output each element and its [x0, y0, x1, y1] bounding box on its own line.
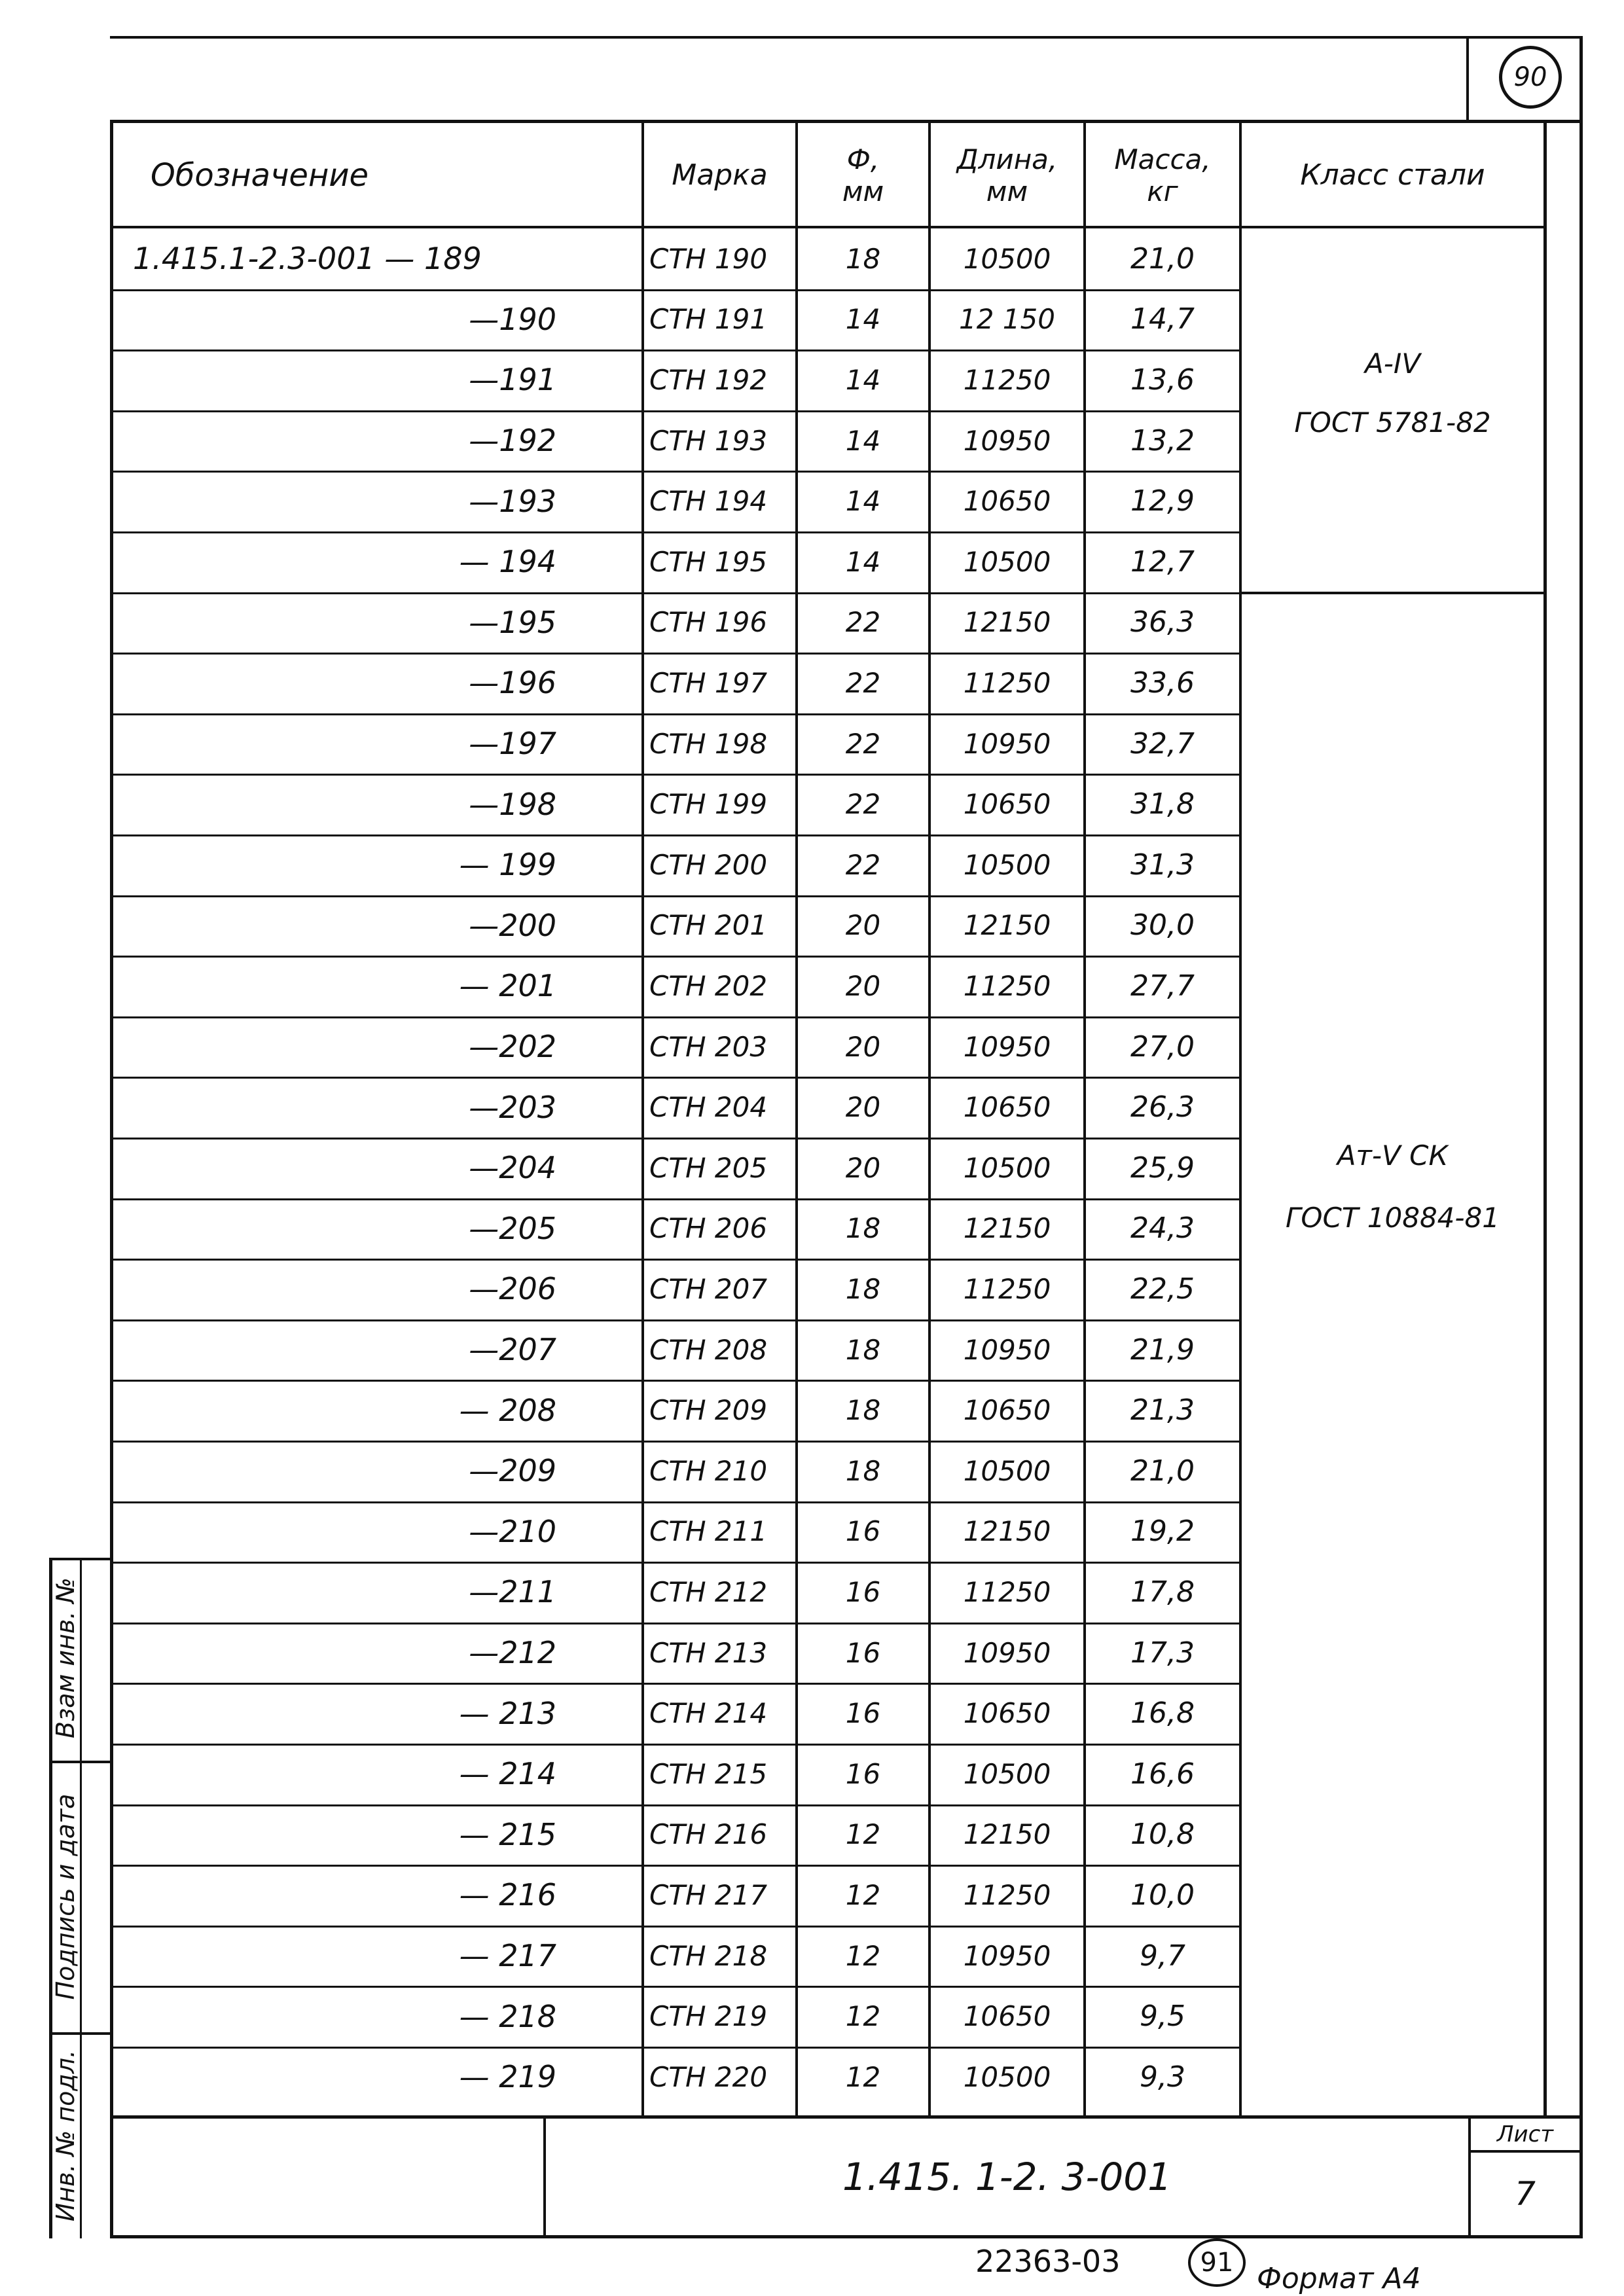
row-20-designation: — 208 — [459, 1392, 556, 1428]
steel-group-2-standard: ГОСТ 10884-81 — [1286, 1201, 1500, 1234]
row-25-designation: — 213 — [459, 1695, 556, 1731]
row-23-mark: СТН 212 — [649, 1575, 768, 1608]
row-26-diameter: 16 — [845, 1757, 881, 1790]
row-7-mark: СТН 196 — [649, 606, 768, 639]
row-9-designation: —197 — [469, 726, 556, 762]
header-designation: Обозначение — [151, 156, 369, 194]
row-31-diameter: 12 — [845, 2060, 881, 2093]
format-label: Формат А4 — [1257, 2262, 1421, 2295]
row-16-length: 10500 — [963, 1151, 1051, 1184]
row-21-mark: СТН 210 — [649, 1454, 768, 1487]
row-28-length: 11250 — [963, 1878, 1051, 1911]
row-24-designation: —212 — [469, 1635, 556, 1671]
row-25-diameter: 16 — [845, 1697, 881, 1730]
row-21-diameter: 18 — [845, 1454, 881, 1487]
row-11-mark: СТН 200 — [649, 848, 768, 881]
row-21-length: 10500 — [963, 1454, 1051, 1487]
row-4-diameter: 14 — [845, 424, 881, 457]
row-15-designation: —203 — [469, 1089, 556, 1125]
row-3-diameter: 14 — [845, 363, 881, 396]
row-2-designation: —190 — [469, 301, 556, 337]
row-27-length: 12150 — [963, 1818, 1051, 1851]
archive-number: 22363-03 — [975, 2244, 1121, 2279]
top-border-line — [110, 36, 1583, 39]
row-30-mass: 9,5 — [1140, 2000, 1185, 2034]
row-14-mark: СТН 203 — [649, 1030, 768, 1063]
frame-top — [110, 120, 1583, 123]
steel-group-1-class: А-IV — [1364, 347, 1420, 380]
row-9-mass: 32,7 — [1130, 726, 1195, 761]
row-7-length: 12150 — [963, 606, 1051, 639]
row-24-mark: СТН 213 — [649, 1636, 768, 1669]
row-9-mark: СТН 198 — [649, 727, 768, 760]
row-3-designation: —191 — [469, 362, 556, 398]
page-number: 90 — [1513, 62, 1547, 92]
row-1-diameter: 18 — [845, 242, 881, 275]
row-31-designation: — 219 — [459, 2059, 556, 2095]
header-diameter: Ф, мм — [842, 143, 884, 207]
row-24-length: 10950 — [963, 1636, 1051, 1669]
row-13-length: 11250 — [963, 969, 1051, 1002]
row-29-diameter: 12 — [845, 1939, 881, 1972]
row-3-length: 11250 — [963, 363, 1051, 396]
row-22-designation: —210 — [469, 1513, 556, 1549]
row-25-length: 10650 — [963, 1697, 1051, 1730]
header-mass: Масса, кг — [1114, 143, 1211, 207]
row-16-designation: —204 — [469, 1150, 556, 1186]
frame-right — [1579, 36, 1583, 2238]
row-11-diameter: 22 — [845, 848, 881, 881]
row-20-mass: 21,3 — [1130, 1393, 1195, 1427]
row-30-mark: СТН 219 — [649, 2000, 768, 2033]
row-25-mass: 16,8 — [1130, 1696, 1195, 1731]
row-13-mass: 27,7 — [1130, 969, 1195, 1003]
row-12-mark: СТН 201 — [649, 909, 768, 942]
steel-group-divider — [1239, 592, 1547, 594]
row-5-designation: —193 — [469, 483, 556, 519]
row-12-length: 12150 — [963, 909, 1051, 942]
row-26-mark: СТН 215 — [649, 1757, 768, 1790]
row-17-mark: СТН 206 — [649, 1212, 768, 1245]
row-10-length: 10650 — [963, 788, 1051, 821]
row-11-length: 10500 — [963, 848, 1051, 881]
row-14-mass: 27,0 — [1130, 1030, 1195, 1064]
row-26-length: 10500 — [963, 1757, 1051, 1790]
row-23-diameter: 16 — [845, 1575, 881, 1608]
row-24-mass: 17,3 — [1130, 1636, 1195, 1670]
row-7-diameter: 22 — [845, 606, 881, 639]
row-13-designation: — 201 — [459, 968, 556, 1004]
row-21-designation: —209 — [469, 1453, 556, 1489]
row-27-designation: — 215 — [459, 1816, 556, 1852]
row-1-length: 10500 — [963, 242, 1051, 275]
row-16-mass: 25,9 — [1130, 1151, 1195, 1185]
row-27-mark: СТН 216 — [649, 1818, 768, 1851]
row-5-mass: 12,9 — [1130, 484, 1195, 518]
row-15-length: 10650 — [963, 1091, 1051, 1124]
row-17-diameter: 18 — [845, 1212, 881, 1245]
stamp-signature-date: Подпись и дата — [51, 1793, 80, 2000]
header-length: Длина, мм — [956, 143, 1058, 207]
row-1-mass: 21,0 — [1130, 242, 1195, 276]
row-3-mark: СТН 192 — [649, 363, 768, 396]
archive-page-circle — [1188, 2238, 1246, 2287]
row-22-mark: СТН 211 — [649, 1515, 768, 1548]
row-8-length: 11250 — [963, 666, 1051, 699]
stamp-original-inv: Инв. № подл. — [51, 2049, 80, 2222]
row-10-mass: 31,8 — [1130, 787, 1195, 821]
row-30-diameter: 12 — [845, 2000, 881, 2033]
row-1-mark: СТН 190 — [649, 242, 768, 275]
row-20-diameter: 18 — [845, 1394, 881, 1427]
row-29-mass: 9,7 — [1140, 1939, 1185, 1973]
row-18-diameter: 18 — [845, 1272, 881, 1305]
archive-page: 91 — [1200, 2248, 1234, 2278]
row-25-mark: СТН 214 — [649, 1697, 768, 1730]
row-4-mark: СТН 193 — [649, 424, 768, 457]
row-28-designation: — 216 — [459, 1877, 556, 1913]
row-31-mark: СТН 220 — [649, 2060, 768, 2093]
row-14-diameter: 20 — [845, 1030, 881, 1063]
row-29-length: 10950 — [963, 1939, 1051, 1972]
row-30-length: 10650 — [963, 2000, 1051, 2033]
row-11-designation: — 199 — [459, 847, 556, 883]
row-31-mass: 9,3 — [1140, 2060, 1185, 2094]
row-6-mark: СТН 195 — [649, 545, 768, 578]
row-27-mass: 10,8 — [1130, 1818, 1195, 1852]
row-9-diameter: 22 — [845, 727, 881, 760]
row-23-length: 11250 — [963, 1575, 1051, 1608]
row-8-diameter: 22 — [845, 666, 881, 699]
row-20-length: 10650 — [963, 1394, 1051, 1427]
row-17-designation: —205 — [469, 1210, 556, 1246]
row-14-length: 10950 — [963, 1030, 1051, 1063]
row-2-mark: СТН 191 — [649, 303, 768, 336]
row-19-diameter: 18 — [845, 1333, 881, 1366]
row-18-mass: 22,5 — [1130, 1272, 1195, 1306]
steel-group-2-class: Ат-V СК — [1337, 1139, 1449, 1172]
row-18-designation: —206 — [469, 1271, 556, 1307]
row-23-designation: —211 — [469, 1574, 556, 1610]
row-22-diameter: 16 — [845, 1515, 881, 1548]
sheet-label: Лист — [1496, 2121, 1554, 2147]
row-18-length: 11250 — [963, 1272, 1051, 1305]
row-10-mark: СТН 199 — [649, 788, 768, 821]
row-6-diameter: 14 — [845, 545, 881, 578]
row-31-length: 10500 — [963, 2060, 1051, 2093]
row-9-length: 10950 — [963, 727, 1051, 760]
row-15-mark: СТН 204 — [649, 1091, 768, 1124]
header-mark: Марка — [672, 158, 768, 192]
row-7-designation: —195 — [469, 604, 556, 640]
row-13-mark: СТН 202 — [649, 969, 768, 1002]
row-5-length: 10650 — [963, 485, 1051, 518]
row-5-diameter: 14 — [845, 485, 881, 518]
row-19-mass: 21,9 — [1130, 1333, 1195, 1367]
row-17-length: 12150 — [963, 1212, 1051, 1245]
row-15-diameter: 20 — [845, 1091, 881, 1124]
frame-bottom — [110, 2235, 1583, 2238]
row-10-diameter: 22 — [845, 788, 881, 821]
row-14-designation: —202 — [469, 1029, 556, 1065]
stamp-replacement-inv: Взам инв. № — [51, 1577, 80, 1738]
row-29-mark: СТН 218 — [649, 1939, 768, 1972]
row-22-mass: 19,2 — [1130, 1515, 1195, 1549]
row-11-mass: 31,3 — [1130, 848, 1195, 882]
row-2-mass: 14,7 — [1130, 302, 1195, 336]
header-steel-class: Класс стали — [1300, 158, 1485, 192]
row-19-length: 10950 — [963, 1333, 1051, 1366]
row-24-diameter: 16 — [845, 1636, 881, 1669]
row-10-designation: —198 — [469, 786, 556, 822]
row-6-designation: — 194 — [459, 544, 556, 580]
row-12-mass: 30,0 — [1130, 908, 1195, 942]
row-4-designation: —192 — [469, 423, 556, 459]
row-4-mass: 13,2 — [1130, 423, 1195, 457]
row-17-mass: 24,3 — [1130, 1211, 1195, 1246]
row-21-mass: 21,0 — [1130, 1454, 1195, 1488]
page-number-circle — [1499, 46, 1562, 109]
row-3-mass: 13,6 — [1130, 363, 1195, 397]
row-19-mark: СТН 208 — [649, 1333, 768, 1366]
row-18-mark: СТН 207 — [649, 1272, 768, 1305]
row-2-diameter: 14 — [845, 303, 881, 336]
row-15-mass: 26,3 — [1130, 1090, 1195, 1124]
row-12-designation: —200 — [469, 907, 556, 943]
row-7-mass: 36,3 — [1130, 605, 1195, 639]
page-number-box-divider — [1466, 36, 1469, 121]
row-23-mass: 17,8 — [1130, 1575, 1195, 1609]
row-13-diameter: 20 — [845, 969, 881, 1002]
row-26-designation: — 214 — [459, 1756, 556, 1792]
row-8-mass: 33,6 — [1130, 666, 1195, 700]
row-30-designation: — 218 — [459, 1998, 556, 2034]
row-16-mark: СТН 205 — [649, 1151, 768, 1184]
frame-right-inner — [1543, 120, 1547, 2116]
row-8-mark: СТН 197 — [649, 666, 768, 699]
row-26-mass: 16,6 — [1130, 1757, 1195, 1791]
row-28-mark: СТН 217 — [649, 1878, 768, 1911]
row-28-mass: 10,0 — [1130, 1878, 1195, 1912]
sheet-number: 7 — [1515, 2175, 1536, 2213]
row-6-mass: 12,7 — [1130, 545, 1195, 579]
row-28-diameter: 12 — [845, 1878, 881, 1911]
row-16-diameter: 20 — [845, 1151, 881, 1184]
row-2-length: 12 150 — [959, 303, 1055, 336]
row-8-designation: —196 — [469, 665, 556, 701]
row-19-designation: —207 — [469, 1332, 556, 1368]
row-27-diameter: 12 — [845, 1818, 881, 1851]
row-12-diameter: 20 — [845, 909, 881, 942]
steel-group-1-standard: ГОСТ 5781-82 — [1294, 406, 1491, 439]
row-1-designation: 1.415.1-2.3-001 — 189 — [133, 241, 482, 277]
row-4-length: 10950 — [963, 424, 1051, 457]
row-5-mark: СТН 194 — [649, 485, 768, 518]
row-6-length: 10500 — [963, 545, 1051, 578]
row-20-mark: СТН 209 — [649, 1394, 768, 1427]
row-29-designation: — 217 — [459, 1938, 556, 1974]
row-22-length: 12150 — [963, 1515, 1051, 1548]
document-code: 1.415. 1-2. 3-001 — [842, 2155, 1172, 2199]
